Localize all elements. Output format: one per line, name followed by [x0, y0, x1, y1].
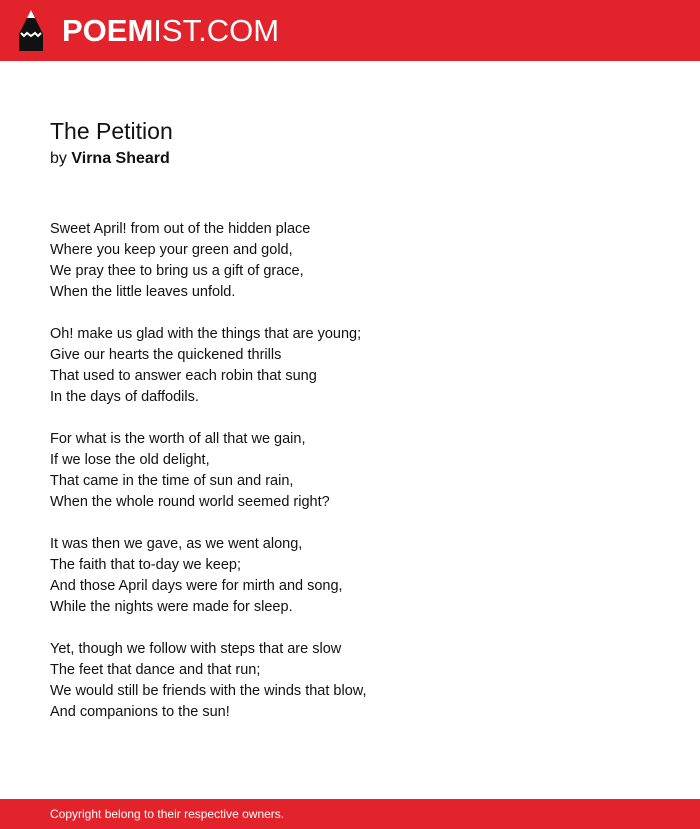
poem-line: When the whole round world seemed right?: [50, 494, 330, 510]
copyright-text: Copyright belong to their respective owners.: [50, 807, 285, 821]
poem-title: The Petition: [50, 118, 173, 144]
stanza: [50, 639, 650, 723]
poem-line: The feet that dance and that run;: [50, 662, 261, 678]
poem-line: While the nights were made for sleep.: [50, 599, 293, 615]
poem-line: It was then we gave, as we went along,: [50, 536, 303, 552]
stanza: [50, 324, 650, 408]
poem-line: And those April days were for mirth and song,: [50, 578, 343, 594]
site-logo[interactable]: [62, 13, 279, 49]
poem-line: Yet, though we follow with steps that are slow: [50, 641, 342, 657]
poem-line: Oh! make us glad with the things that are young;: [50, 326, 362, 342]
poem-line: We would still be friends with the winds that blow,: [50, 683, 367, 699]
poem-line: When the little leaves unfold.: [50, 284, 236, 300]
poem-line: We pray thee to bring us a gift of grace,: [50, 263, 304, 279]
site-header: [0, 0, 700, 61]
poem-line: And companions to the sun!: [50, 704, 230, 720]
author-name: Virna Sheard: [71, 150, 170, 167]
stanza: [50, 429, 650, 513]
poem-line: Give our hearts the quickened thrills: [50, 347, 282, 363]
poem-line: If we lose the old delight,: [50, 452, 210, 468]
poem-line: That used to answer each robin that sung: [50, 368, 317, 384]
poem-line: In the days of daffodils.: [50, 389, 199, 405]
poem-line: For what is the worth of all that we gain,: [50, 431, 306, 447]
pencil-icon: [17, 9, 45, 52]
logo-bold-text: POEM: [62, 13, 154, 48]
stanza: [50, 219, 650, 303]
poem-line: The faith that to-day we keep;: [50, 557, 242, 573]
poem-line: Sweet April! from out of the hidden place: [50, 221, 311, 237]
poem-body: [50, 219, 650, 744]
poem-line: That came in the time of sun and rain,: [50, 473, 294, 489]
logo-light-text: IST.COM: [153, 13, 280, 48]
stanza: [50, 534, 650, 618]
poem-line: Where you keep your green and gold,: [50, 242, 293, 258]
byline: [50, 149, 170, 169]
by-label: by: [50, 150, 67, 167]
site-footer: [0, 799, 700, 829]
